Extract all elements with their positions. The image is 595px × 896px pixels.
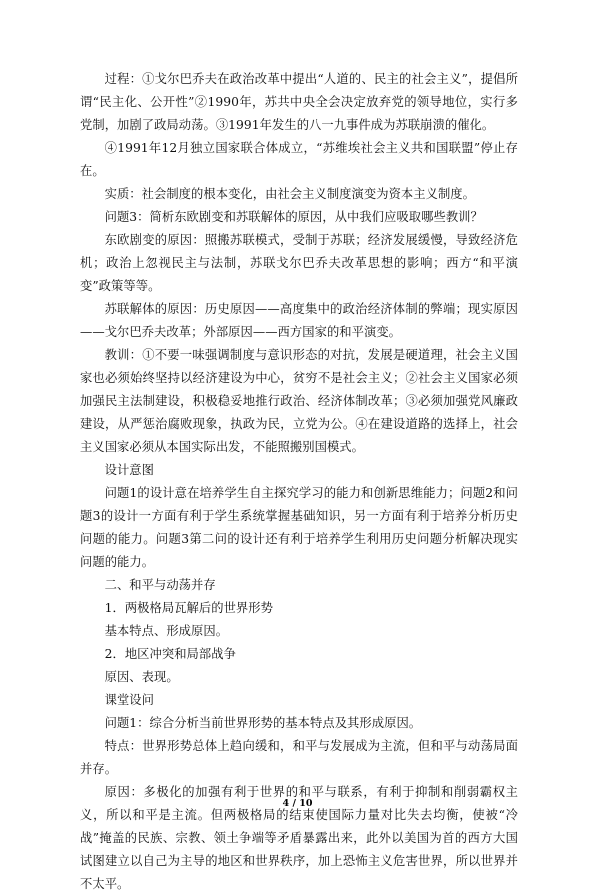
paragraph-essence: 实质：社会制度的根本变化，由社会主义制度演变为资本主义制度。 [104, 187, 476, 201]
paragraph-eastern-europe-causes: 东欧剧变的原因：照搬苏联模式，受制于苏联；经济发展缓慢，导致经济危机；政治上忽视民主与法制，苏联戈尔巴乔夫改革思想的影响；西方“和平演变”政策等等。 [80, 233, 518, 293]
subheading-world-situation: 1．两极格局瓦解后的世界形势 [104, 601, 273, 615]
subheading-regional-conflicts: 2．地区冲突和局部战争 [104, 647, 236, 661]
paragraph-causes-manifestations: 原因、表现。 [104, 670, 179, 684]
heading-design-intent: 设计意图 [104, 463, 154, 477]
paragraph-causes: 原因：多极化的加强有利于世界的和平与联系，有利于抑制和削弱霸权主义，所以和平是主流。但两极格局的结束使国际力量对比失去均衡，使被“冷战”掩盖的民族、宗教、领土争端等矛盾暴露出来，此外以美国为首的西方大国试图建立以自己为主导的地区和世界秩序，加上恐怖主义危害世界，所以世界并不太平。 [80, 785, 518, 891]
paragraph-lessons: 教训：①不要一味强调制度与意识形态的对抗，发展是硬道理，社会主义国家也必须始终坚持以经济建设为中心，贫穷不是社会主义；②社会主义国家必须加强民主法制建设，积极稳妥地推行政治、经济体制改革；③必须加强党风廉政建设，从严惩治腐败现象，执政为民，立党为公。④在建设道路的选择上，社会主义国家必须从本国实际出发，不能照搬别国模式。 [80, 348, 518, 454]
paragraph-process: 过程：①戈尔巴乔夫在政治改革中提出“人道的、民主的社会主义”，提倡所谓“民主化、公开性”②1990年，苏共中央全会决定放弃党的领导地位，实行多党制，加剧了政局动荡。③1991年发生的八一九事件成为苏联崩溃的催化。 [80, 72, 518, 132]
heading-classroom-questions: 课堂设问 [104, 693, 154, 707]
paragraph-ussr-dissolution-causes: 苏联解体的原因：历史原因——高度集中的政治经济体制的弊端；现实原因——戈尔巴乔夫改革；外部原因——西方国家的和平演变。 [80, 302, 518, 339]
paragraph-question-3: 问题3：简析东欧剧变和苏联解体的原因，从中我们应吸取哪些教训？ [104, 210, 483, 224]
section-heading-peace-turmoil: 二、和平与动荡并存 [104, 578, 216, 592]
paragraph-features-causes: 基本特点、形成原因。 [104, 624, 229, 638]
document-body [80, 68, 518, 896]
page-number: 4 / 10 [282, 798, 313, 809]
paragraph-question-1: 问题1：综合分析当前世界形势的基本特点及其形成原因。 [104, 716, 422, 730]
paragraph-design-intent: 问题1的设计意在培养学生自主探究学习的能力和创新思维能力；问题2和问题3的设计一方面有利于学生系统掌握基础知识，另一方面有利于培养分析历史问题的能力。问题3第二问的设计还有利于培养学生利用历史问题分析解决现实问题的能力。 [80, 486, 518, 569]
paragraph-features: 特点：世界形势总体上趋向缓和，和平与发展成为主流，但和平与动荡局面并存。 [80, 739, 518, 776]
paragraph-cis-founded: ④1991年12月独立国家联合体成立，“苏维埃社会主义共和国联盟”停止存在。 [80, 141, 518, 178]
